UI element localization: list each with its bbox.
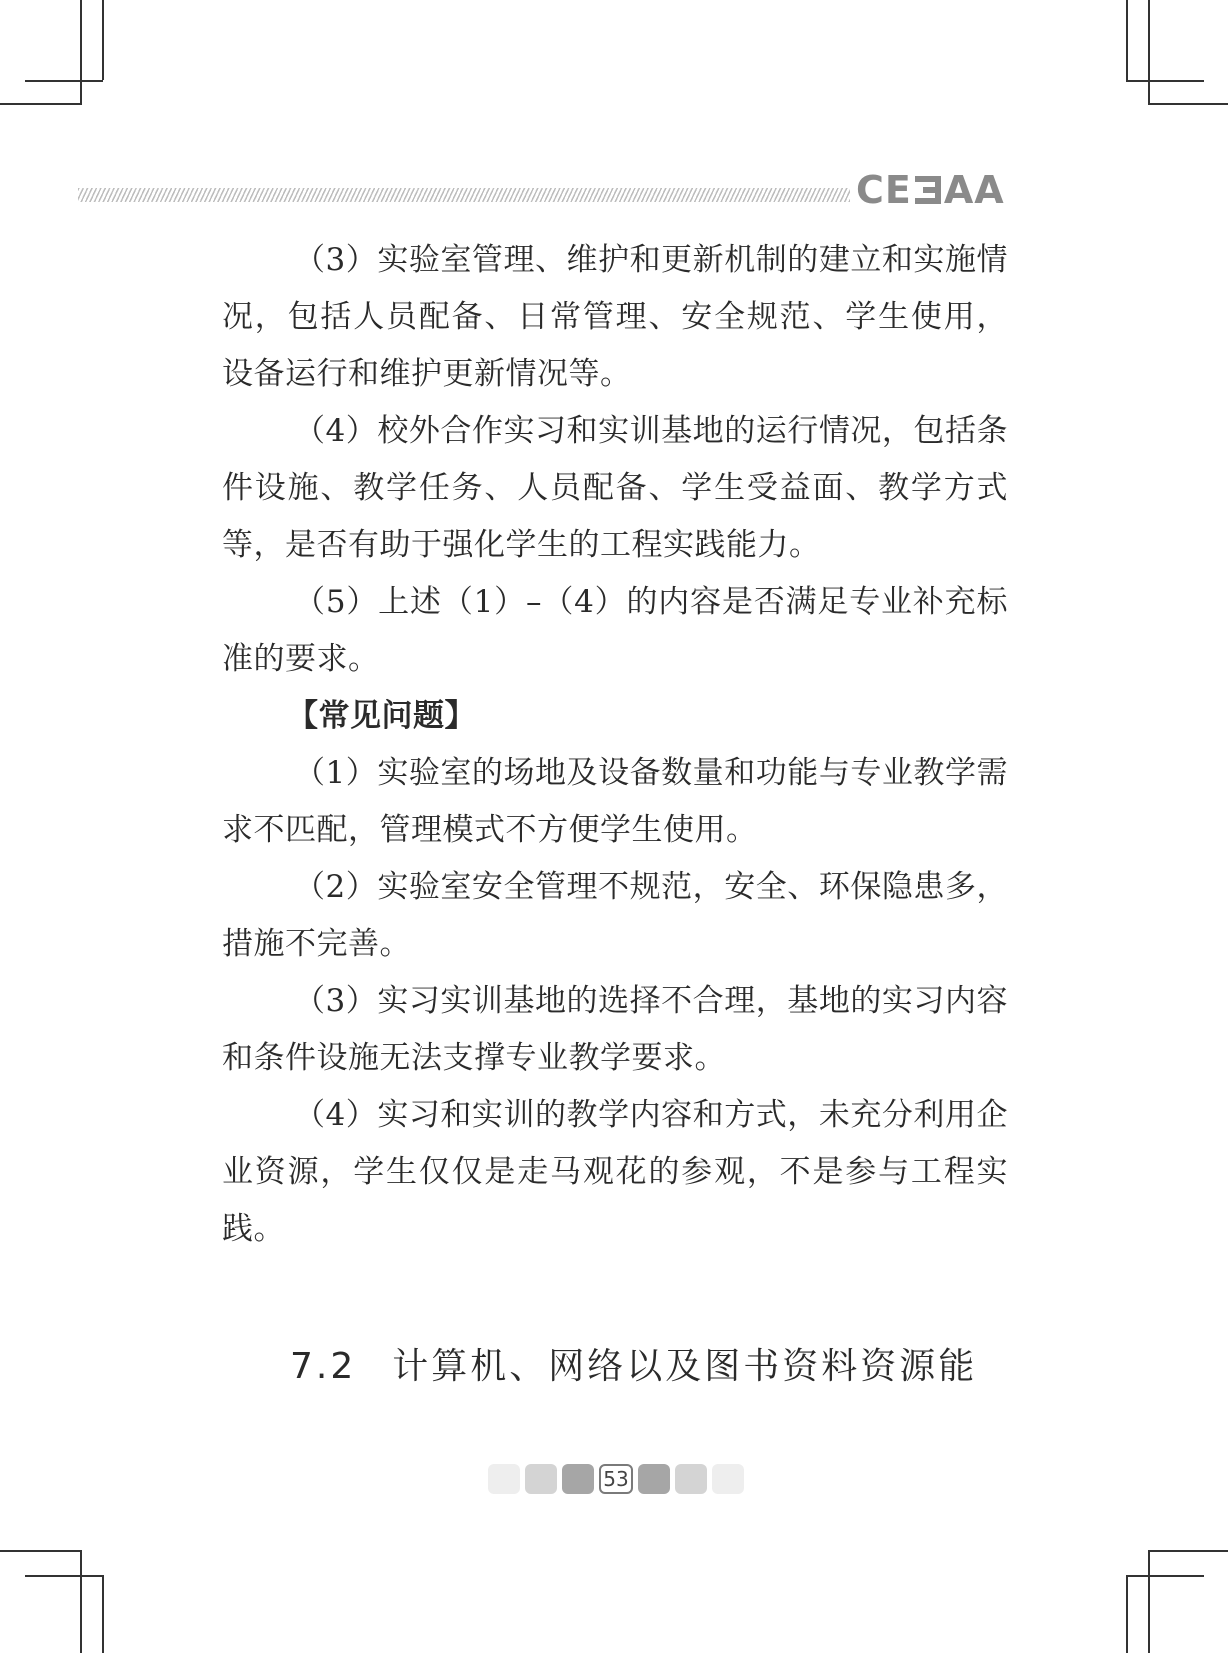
issue-item: （4）实习和实训的教学内容和方式，未充分利用企业资源，学生仅仅是走马观花的参观，不是参与工程实践。 xyxy=(222,1097,1008,1247)
pager-block xyxy=(562,1464,594,1494)
page-number: 53 xyxy=(599,1464,633,1494)
logo-e-mark xyxy=(915,176,941,204)
page-body xyxy=(222,232,1008,1258)
logo-left-text: CE xyxy=(856,168,912,212)
issue-item: （2）实验室安全管理不规范，安全、环保隐患多，措施不完善。 xyxy=(222,869,1008,962)
issue-item: （3）实习实训基地的选择不合理，基地的实习内容和条件设施无法支撑专业教学要求。 xyxy=(222,983,1008,1076)
issue-item: （1）实验室的场地及设备数量和功能与专业教学需求不匹配，管理模式不方便学生使用。 xyxy=(222,755,1008,848)
pager-block xyxy=(638,1464,670,1494)
section-number: 7.2 xyxy=(290,1346,357,1387)
pager-block xyxy=(712,1464,744,1494)
ceeaa-logo xyxy=(856,170,1005,210)
pager-block xyxy=(488,1464,520,1494)
section-heading xyxy=(290,1338,1010,1389)
logo-right-text: AA xyxy=(943,168,1005,212)
pager-block xyxy=(675,1464,707,1494)
section-title: 计算机、网络以及图书资料资源能 xyxy=(392,1346,978,1387)
page-indicator xyxy=(488,1464,744,1494)
common-issues-heading: 【常见问题】 xyxy=(287,698,476,734)
header-hatch-rule xyxy=(78,188,850,202)
paragraph: （5）上述（1）–（4）的内容是否满足专业补充标准的要求。 xyxy=(222,584,1008,677)
pager-block xyxy=(525,1464,557,1494)
paragraph: （4）校外合作实习和实训基地的运行情况，包括条件设施、教学任务、人员配备、学生受益面、教学方式等，是否有助于强化学生的工程实践能力。 xyxy=(222,413,1008,563)
paragraph: （3）实验室管理、维护和更新机制的建立和实施情况，包括人员配备、日常管理、安全规范、学生使用，设备运行和维护更新情况等。 xyxy=(222,242,1008,392)
